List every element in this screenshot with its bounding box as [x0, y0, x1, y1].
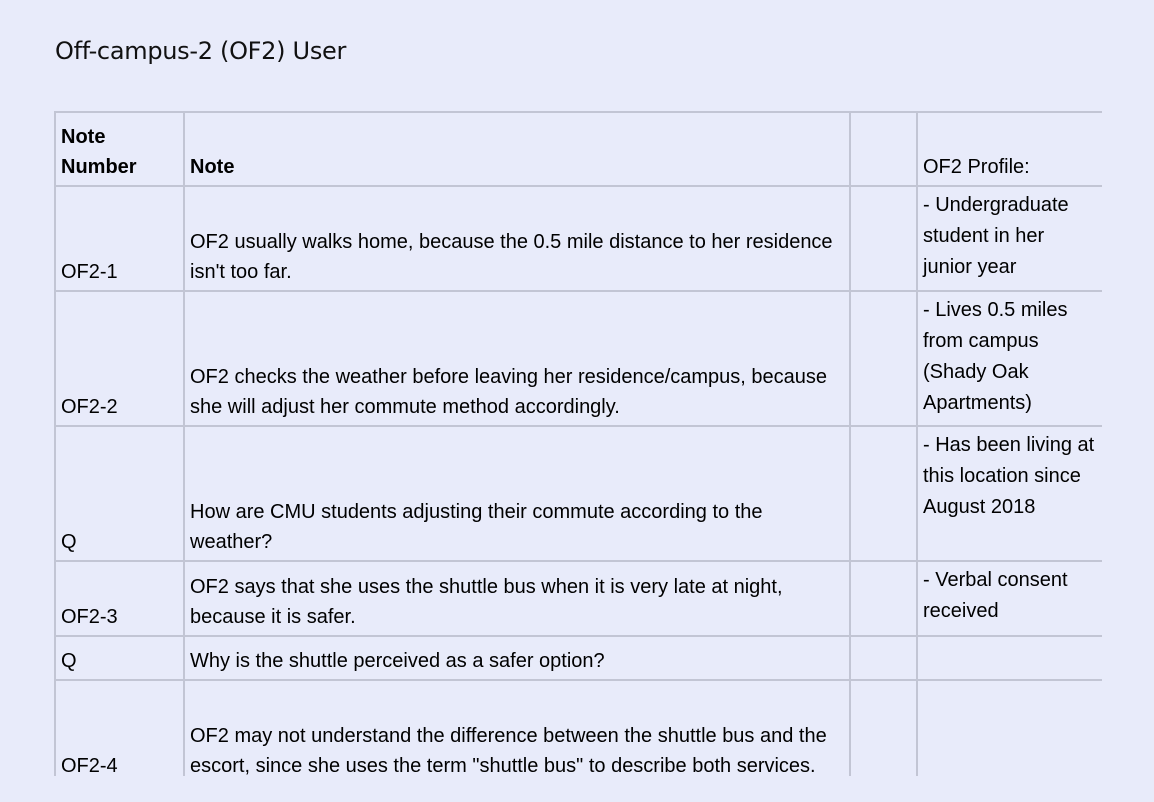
blank-cell[interactable] [850, 561, 917, 636]
note-number-cell[interactable]: OF2-1 [55, 186, 184, 291]
note-cell[interactable]: OF2 checks the weather before leaving her residence/campus, because she will adjust her commute method accordingly. [184, 291, 850, 426]
page-title: Off-campus-2 (OF2) User [55, 37, 347, 65]
table-row [55, 636, 1102, 680]
profile-cell[interactable]: - Undergraduate student in her junior year [917, 186, 1102, 291]
note-cell[interactable]: Why is the shuttle perceived as a safer option? [184, 636, 850, 680]
table-row [55, 680, 1102, 776]
header-note[interactable]: Note [184, 112, 850, 186]
header-profile[interactable]: OF2 Profile: [917, 112, 1102, 186]
blank-cell[interactable] [850, 426, 917, 561]
table-header-row [55, 112, 1102, 186]
note-number-cell[interactable]: OF2-3 [55, 561, 184, 636]
note-cell[interactable]: How are CMU students adjusting their commute according to the weather? [184, 426, 850, 561]
note-number-cell[interactable]: Q [55, 426, 184, 561]
notes-table [54, 111, 1102, 776]
table-row [55, 186, 1102, 291]
blank-cell[interactable] [850, 636, 917, 680]
table-row [55, 561, 1102, 636]
profile-cell[interactable] [917, 680, 1102, 776]
table-row [55, 426, 1102, 561]
profile-cell[interactable]: - Lives 0.5 miles from campus (Shady Oak Apartments) [917, 291, 1102, 426]
profile-cell[interactable]: - Verbal consent received [917, 561, 1102, 636]
table-row [55, 291, 1102, 426]
profile-cell[interactable] [917, 636, 1102, 680]
blank-cell[interactable] [850, 291, 917, 426]
note-cell[interactable]: OF2 says that she uses the shuttle bus when it is very late at night, because it is safer. [184, 561, 850, 636]
blank-cell[interactable] [850, 680, 917, 776]
note-number-cell[interactable]: OF2-2 [55, 291, 184, 426]
blank-cell[interactable] [850, 186, 917, 291]
note-cell[interactable]: OF2 usually walks home, because the 0.5 mile distance to her residence isn't too far. [184, 186, 850, 291]
note-cell[interactable]: OF2 may not understand the difference between the shuttle bus and the escort, since she uses the term "shuttle bus" to describe both services. [184, 680, 850, 776]
note-number-cell[interactable]: Q [55, 636, 184, 680]
header-note-number[interactable]: Note Number [55, 112, 184, 186]
note-number-cell[interactable]: OF2-4 [55, 680, 184, 776]
header-blank-cell[interactable] [850, 112, 917, 186]
notes-table-container [54, 111, 1102, 776]
profile-cell[interactable]: - Has been living at this location since August 2018 [917, 426, 1102, 561]
